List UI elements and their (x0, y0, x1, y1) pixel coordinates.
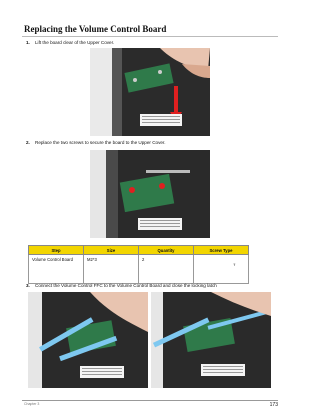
step-number: 2. (26, 140, 30, 145)
step-number: 1. (26, 40, 30, 45)
page-number: 173 (269, 402, 278, 408)
column-header-step: Step (29, 246, 84, 255)
step-1 (26, 40, 114, 45)
title-divider (22, 36, 278, 37)
photo-close-latch (151, 292, 271, 388)
step-3 (26, 283, 217, 288)
cell-screw-type (194, 255, 249, 284)
table-header-row (29, 246, 249, 255)
photo-connect-ffc (28, 292, 148, 388)
table-row (29, 255, 249, 284)
screw-spec-table (28, 245, 249, 284)
photo-replace-screws (90, 150, 210, 238)
cell-step: Volume Control Board (29, 255, 84, 284)
footer-chapter: Chapter 3 (24, 402, 40, 406)
step-text: Connect the Volume Control FFC to the Volume Control Board and close the locking latch (35, 283, 217, 288)
photo-lift-board-illustration (90, 48, 210, 136)
photo-lift-board (90, 48, 210, 136)
photo-close-latch-illustration (151, 292, 271, 388)
step-text: Replace the two screws to secure the board to the Upper Cover. (35, 140, 166, 145)
step-text: Lift the board clear of the Upper Cover. (35, 40, 115, 45)
cell-quantity: 2 (139, 255, 194, 284)
screw-icon (197, 257, 245, 273)
column-header-quantity: Quantity (139, 246, 194, 255)
column-header-size: Size (84, 246, 139, 255)
cell-size: M2*3 (84, 255, 139, 284)
column-header-screw-type: Screw Type (194, 246, 249, 255)
step-number: 3. (26, 283, 30, 288)
step-2 (26, 140, 165, 145)
page-title: Replacing the Volume Control Board (24, 24, 167, 34)
footer-divider (22, 400, 278, 401)
photo-replace-screws-illustration (90, 150, 210, 238)
photo-connect-ffc-illustration (28, 292, 148, 388)
